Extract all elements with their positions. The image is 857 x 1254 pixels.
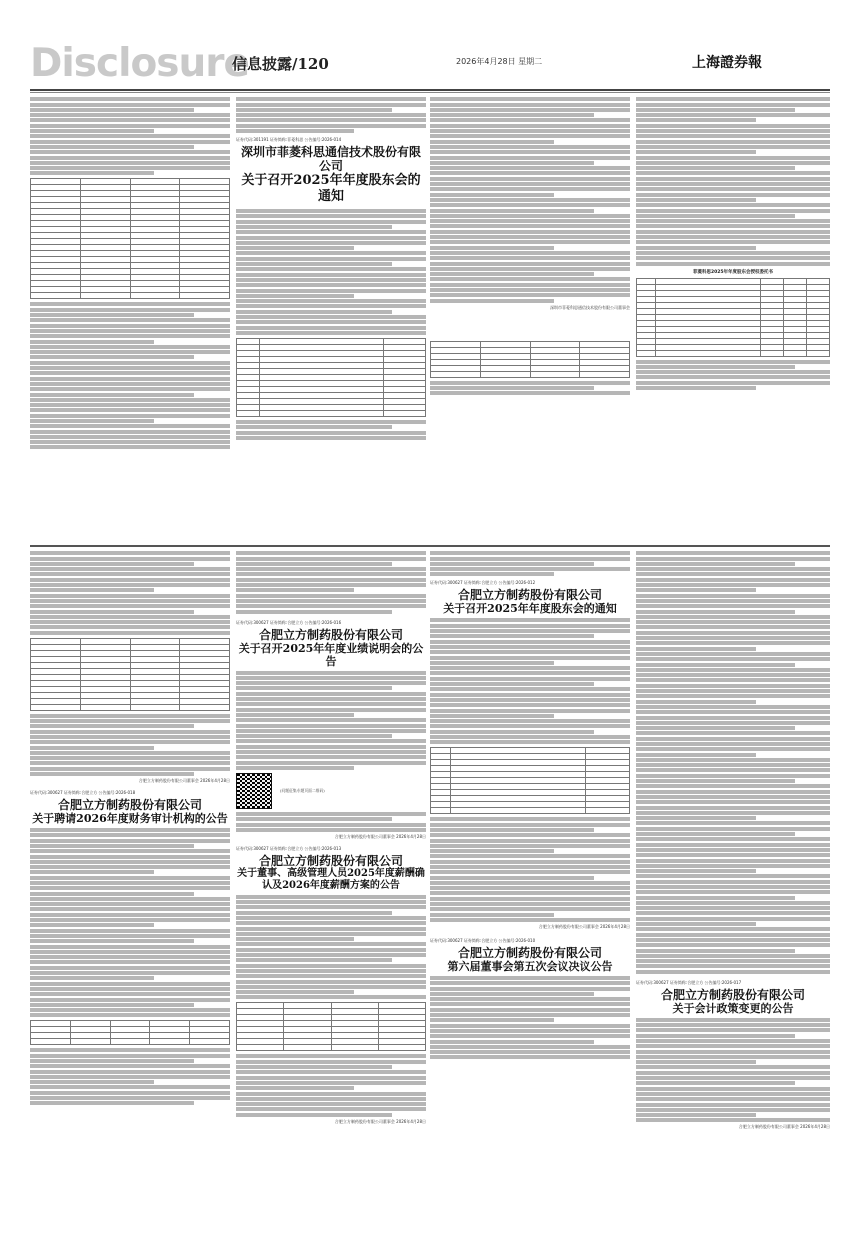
company-name: 合肥立方制药股份有限公司	[457, 945, 602, 960]
bottom-column-4	[636, 550, 830, 1240]
body-text	[430, 618, 630, 744]
meeting-table	[430, 341, 630, 378]
body-text	[30, 302, 230, 449]
bottom-column-3	[430, 550, 630, 1240]
salary-table	[236, 1002, 426, 1051]
announcement-header	[236, 846, 426, 892]
body-text	[236, 209, 426, 335]
top-right-column	[636, 96, 830, 541]
body-text	[236, 671, 426, 770]
body-text	[430, 817, 630, 922]
signature: 合肥立方制药股份有限公司董事会 2026年4月28日	[138, 778, 230, 784]
announcement-code-line: 证券代码:301191 证券简称:菲菱科思 公告编号:2026-014	[236, 137, 342, 143]
announcement-code-line: 证券代码:300627 证券简称:合肥立方 公告编号:2026-013	[236, 845, 342, 851]
audit-fee-table	[30, 1020, 230, 1045]
top-middle-column	[236, 96, 426, 541]
proposal-table	[430, 747, 630, 814]
section-title: 信息披露/120	[232, 55, 329, 73]
panel-divider	[30, 545, 830, 547]
announcement-code-line: 证券代码:300627 证券简称:合肥立方 公告编号:2026-017	[636, 979, 742, 985]
body-text	[30, 551, 230, 634]
top-right-middle-column	[430, 96, 630, 541]
qr-caption: (问题征集专题页面二维码)	[280, 787, 325, 793]
bottom-column-2	[236, 550, 426, 1240]
proposal-table	[236, 338, 426, 417]
announcement-title: 关于召开2025年年度业绩说明会的公告	[238, 641, 424, 668]
company-name: 合肥立方制药股份有限公司	[258, 627, 403, 642]
body-text	[236, 895, 426, 1000]
announcement-code-line: 证券代码:300627 证券简称:合肥立方 公告编号:2026-016	[236, 619, 342, 625]
body-text	[636, 97, 830, 265]
announcement-code-line: 证券代码:300627 证券简称:合肥立方 公告编号:2026-010	[430, 937, 536, 943]
header-rule-thin	[30, 92, 830, 93]
signature: 深圳市菲菱科思通信技术股份有限公司董事会	[550, 304, 630, 310]
announcement-header	[236, 620, 426, 668]
announcement-title: 关于召开2025年年度股东会的通知	[443, 602, 617, 616]
announcement-header	[636, 980, 830, 1015]
announcement-header	[430, 938, 630, 973]
body-text	[636, 551, 830, 973]
header-rule	[30, 89, 830, 91]
announcement-header	[236, 137, 426, 205]
body-text	[30, 828, 230, 1017]
body-text	[236, 812, 426, 832]
announcement-title: 关于召开2025年年度股东会的通知	[241, 173, 421, 205]
qr-code[interactable]	[236, 773, 272, 809]
body-text	[430, 551, 630, 576]
company-name: 深圳市菲菱科思通信技术股份有限公司	[240, 145, 421, 174]
body-text	[430, 381, 630, 396]
top-left-column	[30, 96, 230, 541]
proxy-table	[636, 278, 830, 357]
body-text	[30, 97, 230, 175]
financial-table	[30, 178, 230, 299]
body-text	[236, 97, 426, 133]
newspaper-name: 上海證券報	[692, 55, 762, 71]
company-name: 合肥立方制药股份有限公司	[258, 853, 403, 868]
masthead	[0, 0, 857, 95]
announcement-title: 第六届董事会第五次会议决议公告	[447, 959, 613, 973]
body-text	[636, 360, 830, 390]
body-text	[236, 1054, 426, 1116]
announcement-header	[430, 580, 630, 615]
announcement-title: 关于聘请2026年度财务审计机构的公告	[32, 812, 228, 826]
signature: 合肥立方制药股份有限公司董事会 2026年4月28日	[738, 1124, 830, 1130]
company-name: 合肥立方制药股份有限公司	[660, 987, 805, 1002]
issue-date: 2026年4月28日 星期二	[456, 57, 543, 66]
body-text	[30, 714, 230, 776]
body-text	[636, 1018, 830, 1123]
announcement-header	[30, 790, 230, 825]
announcement-title: 关于董事、高级管理人员2025年度薪酬确认及2026年度薪酬方案的公告	[237, 867, 425, 891]
company-name: 合肥立方制药股份有限公司	[457, 588, 602, 603]
body-text	[430, 976, 630, 1059]
announcement-code-line: 证券代码:300627 证券简称:合肥立方 公告编号:2026-012	[430, 580, 536, 586]
proxy-form-heading: 菲菱科思2025年年度股东会授权委托书	[692, 269, 774, 275]
company-name: 合肥立方制药股份有限公司	[57, 798, 202, 813]
financial-table	[30, 638, 230, 711]
disclosure-logo: Disclosure	[30, 41, 249, 86]
announcement-code-line: 证券代码:300627 证券简称:合肥立方 公告编号:2026-018	[30, 790, 136, 796]
body-text	[430, 97, 630, 302]
signature: 合肥立方制药股份有限公司董事会 2026年4月28日	[334, 833, 426, 839]
bottom-column-1	[30, 550, 230, 1240]
signature: 合肥立方制药股份有限公司董事会 2026年4月28日	[334, 1118, 426, 1124]
body-text	[30, 1048, 230, 1105]
body-text	[236, 420, 426, 440]
signature: 合肥立方制药股份有限公司董事会 2026年4月28日	[538, 923, 630, 929]
announcement-title: 关于会计政策变更的公告	[672, 1001, 794, 1015]
body-text	[236, 551, 426, 613]
